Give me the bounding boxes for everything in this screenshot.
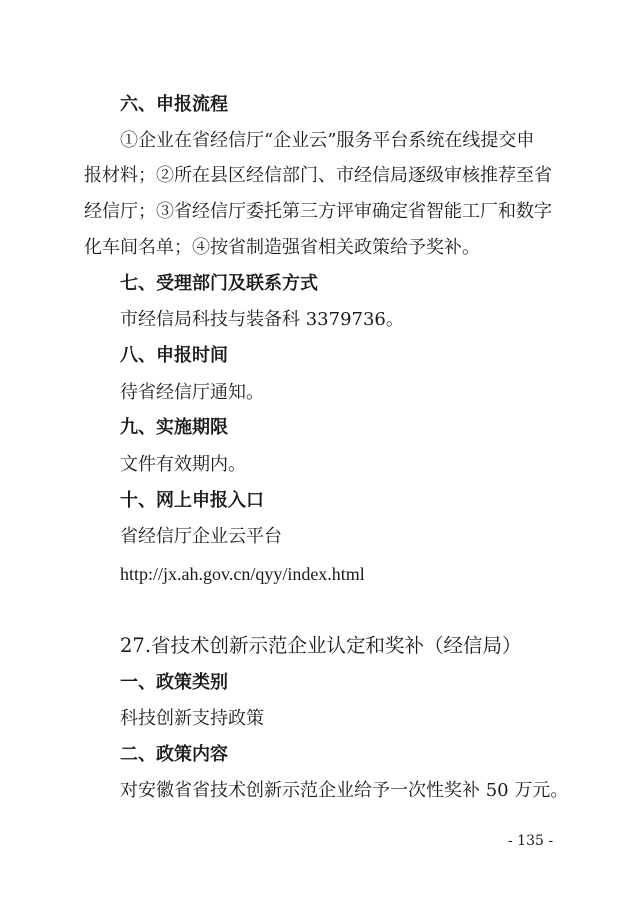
- process-paragraph-line-1: ①企业在省经信厅“企业云”服务平台系统在线提交申: [120, 130, 535, 151]
- contact-text: 市经信局科技与装备科 3379736。: [120, 309, 404, 330]
- page-number: - 135 -: [508, 833, 554, 849]
- online-platform-text: 省经信厅企业云平台: [120, 526, 282, 547]
- process-paragraph-line-4: 化车间名单；④按省制造强省相关政策给予奖补。: [84, 237, 480, 258]
- section-heading-online: 十、网上申报入口: [120, 490, 264, 511]
- category-text: 科技创新支持政策: [120, 708, 264, 729]
- content-text: 对安徽省省技术创新示范企业给予一次性奖补 50 万元。: [120, 780, 569, 801]
- period-text: 文件有效期内。: [120, 454, 246, 475]
- section-heading-contact: 七、受理部门及联系方式: [120, 273, 318, 294]
- section-heading-time: 八、申报时间: [120, 345, 228, 366]
- section-heading-period: 九、实施期限: [120, 417, 228, 438]
- section-heading-category: 一、政策类别: [120, 672, 228, 693]
- time-text: 待省经信厅通知。: [120, 382, 264, 403]
- section-heading-content: 二、政策内容: [120, 744, 228, 765]
- online-url-link[interactable]: http://jx.ah.gov.cn/qyy/index.html: [120, 564, 365, 584]
- section-heading-process: 六、申报流程: [120, 94, 228, 115]
- process-paragraph-line-3: 经信厅；③省经信厅委托第三方评审确定省智能工厂和数字: [84, 201, 552, 222]
- item-27-title: 27.省技术创新示范企业认定和奖补（经信局）: [120, 634, 522, 657]
- process-paragraph-line-2: 报材料；②所在县区经信部门、市经信局逐级审核推荐至省: [84, 165, 552, 186]
